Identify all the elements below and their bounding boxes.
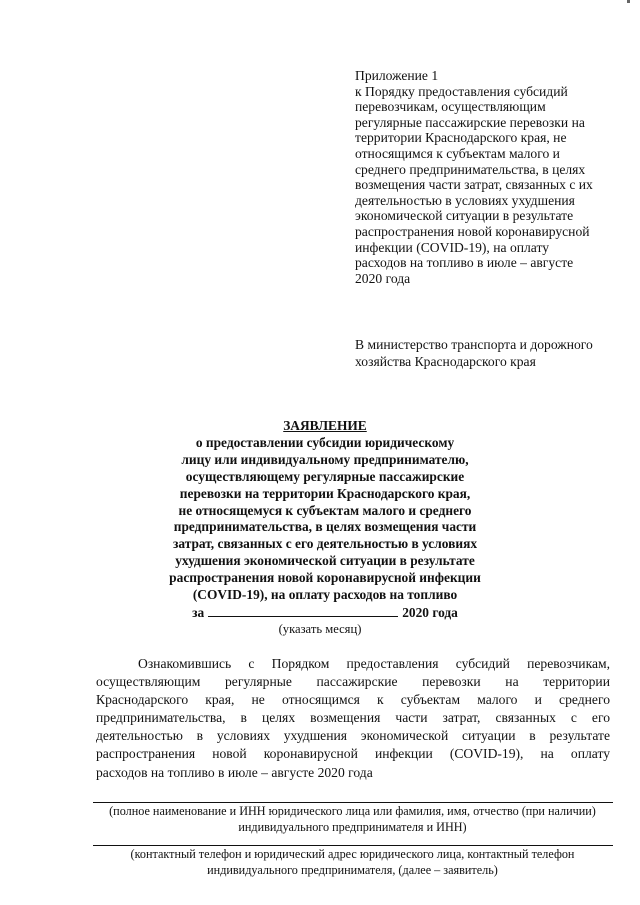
addressee-line: В министерство транспорта и дорожного	[355, 337, 593, 352]
hint-line: индивидуального предпринимателя, (далее – заявитель)	[207, 862, 498, 877]
body-line: Краснодарского края, не относящимся к субъектам малого и среднего	[96, 692, 610, 708]
appendix-line: регулярные пассажирские перевозки на	[355, 114, 585, 130]
body-line: расходов на топливо в июле – августе 2020 года	[96, 764, 373, 780]
scan-mark	[627, 0, 630, 3]
appendix-line: Приложение 1	[355, 68, 439, 83]
heading-line: осуществляющему регулярные пассажирские	[185, 468, 465, 484]
heading-line: ухудшения экономической ситуации в результате	[175, 553, 475, 569]
addressee-line: хозяйства Краснодарского края	[355, 354, 536, 369]
appendix-line: перевозчикам, осуществляющим	[355, 99, 546, 115]
applicant-name-line[interactable]	[93, 802, 613, 803]
appendix-line: среднего предпринимательства, в целях	[355, 161, 586, 177]
applicant-contacts-line[interactable]	[93, 845, 613, 846]
body-line: осуществляющим регулярные пассажирские перевозки на территории	[96, 674, 610, 690]
hint-line: (контактный телефон и юридический адрес юридического лица, контактный телефон	[130, 847, 575, 861]
appendix-line: экономической ситуации в результате	[355, 208, 574, 224]
heading-line: (COVID-19), на оплату расходов на топливо	[192, 587, 458, 603]
appendix-line: деятельностью в условиях ухудшения	[355, 192, 575, 208]
appendix-line: распространения новой коронавирусной	[355, 223, 590, 239]
applicant-contacts-hint	[80, 847, 625, 879]
appendix-line: относящимся к субъектам малого и	[355, 145, 560, 161]
body-line: распространения новой коронавирусной инфекции (COVID-19), на оплату	[96, 746, 610, 762]
appendix-line: к Порядку предоставления субсидий	[355, 83, 568, 99]
appendix-line: 2020 года	[355, 270, 411, 286]
hint-line: индивидуального предпринимателя и ИНН)	[238, 819, 467, 834]
appendix-reference	[355, 68, 615, 286]
heading-line: не относящемуся к субъектам малого и среднего	[178, 502, 472, 518]
month-suffix: 2020 года	[402, 604, 458, 620]
heading-line: распространения новой коронавирусной инфекции	[169, 570, 481, 586]
document-title: ЗАЯВЛЕНИЕ	[283, 418, 367, 433]
appendix-line: возмещения части затрат, связанных с их	[355, 177, 593, 193]
addressee-block	[355, 336, 625, 370]
hint-line: (полное наименование и ИНН юридического лица или фамилия, имя, отчество (при наличии)	[109, 804, 596, 818]
heading-line: предпринимательства, в целях возмещения части	[173, 519, 477, 535]
heading-line: перевозки на территории Краснодарского края,	[179, 485, 471, 501]
body-line: деятельностью в условиях ухудшения экономической ситуации в результате	[96, 728, 610, 744]
heading-line: о предоставлении субсидии юридическому	[195, 434, 455, 450]
body-paragraph	[96, 655, 610, 782]
heading-line: лицу или индивидуальному предпринимателю,	[181, 451, 469, 467]
heading-line: затрат, связанных с его деятельностью в условиях	[172, 536, 478, 552]
month-hint: (указать месяц)	[278, 622, 362, 636]
appendix-line: инфекции (COVID-19), на оплату	[355, 239, 550, 255]
month-prefix: за	[192, 604, 205, 620]
body-line: Ознакомившись с Порядком предоставления субсидий перевозчикам,	[138, 656, 610, 671]
appendix-line: расходов на топливо в июле – августе	[355, 255, 574, 271]
month-input-line[interactable]	[208, 604, 398, 617]
applicant-name-hint	[80, 804, 625, 836]
application-heading	[120, 418, 530, 622]
appendix-line: территории Краснодарского края, не	[355, 130, 567, 146]
body-line: предпринимательства, в целях возмещения части затрат, связанных с его	[96, 710, 610, 726]
month-row	[120, 604, 530, 622]
